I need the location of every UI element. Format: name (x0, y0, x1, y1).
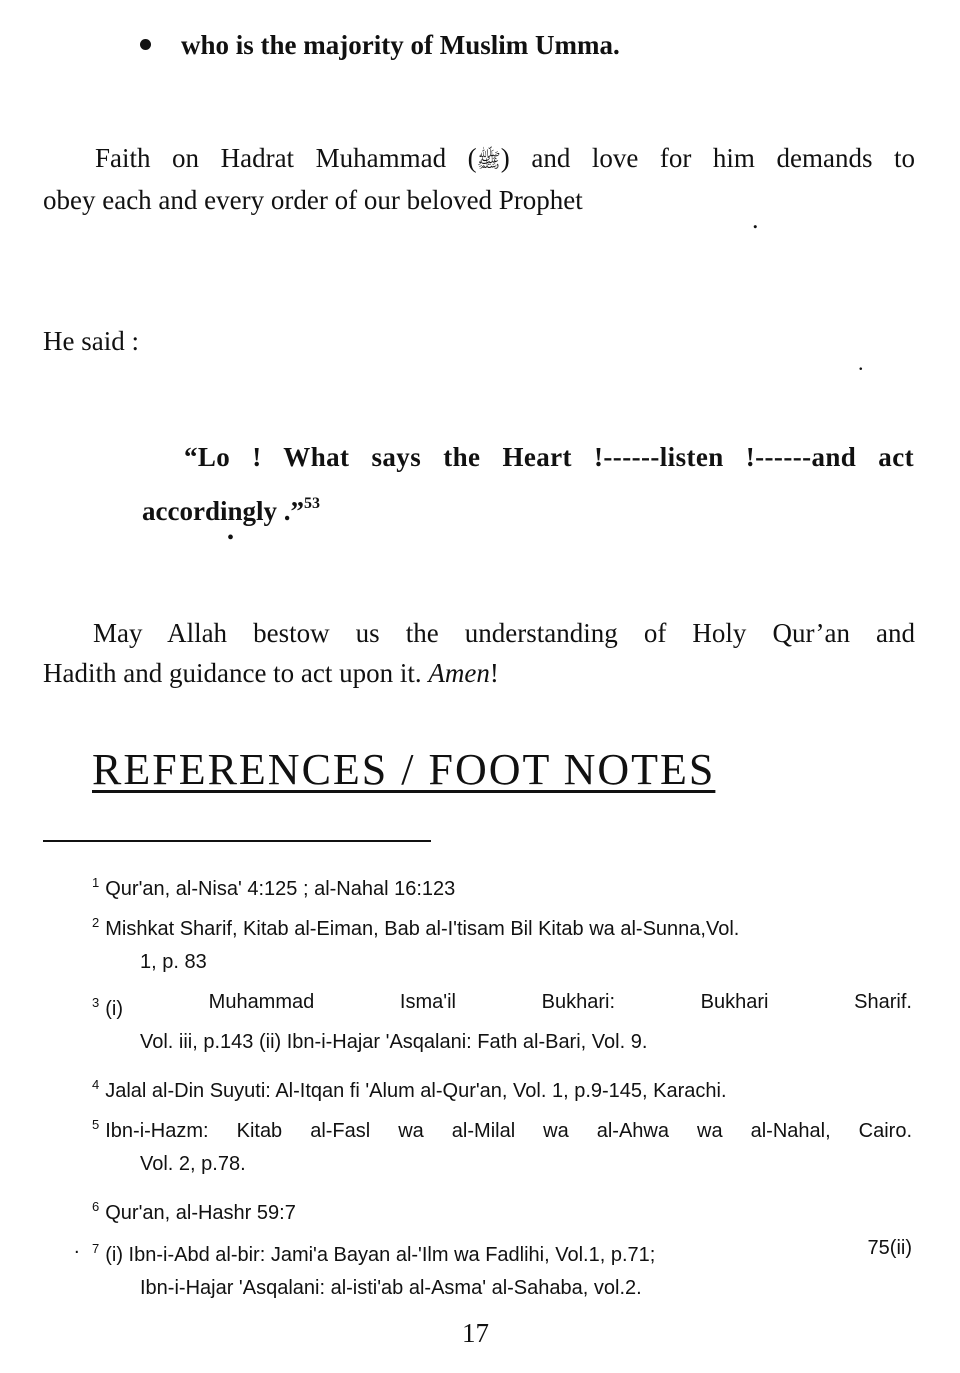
footnote-5: $^5$ Ibn-i-Hazm: Kitab al-Fasl wa al-Milal wa al-Ahwa wa al-Nahal, Cairo. Vol. 2, p.78. (92, 1117, 912, 1175)
salutation-symbol: ﷺ (476, 148, 501, 172)
he-said-text: He said : (43, 326, 139, 356)
quote-line-1: “Lo ! What says the Heart !------listen !------and act (184, 442, 914, 472)
faith-line-1: Faith on Hadrat Muhammad (ﷺ) and love for him demands to (95, 143, 915, 173)
stray-dot-mark: . (74, 1236, 80, 1258)
stray-dot-mark: . (858, 350, 864, 375)
quote-line-2: accordingly .”$^{53}$ (142, 495, 320, 526)
footnote-1: $^1$ Qur'an, al-Nisa' 4:125 ; al-Nahal 16:123 (92, 875, 456, 900)
footnote-divider (43, 840, 431, 842)
prayer-paragraph (43, 613, 915, 693)
footnote-7: $^7$ (i) Ibn-i-Abd al-bir: Jami'a Bayan al-'Ilm wa Fadlihi, Vol.1, p.71; 75(ii) Ibn-i-Hajar 'Asqalani: al-isti'ab al-Asma' al-Sahaba, vol.2. (92, 1237, 912, 1299)
footnote-4: $^4$ Jalal al-Din Suyuti: Al-Itqan fi 'Alum al-Qur'an, Vol. 1, p.9-145, Karachi. (92, 1077, 727, 1102)
prayer-line-1: May Allah bestow us the understanding of Holy Qur’an and (93, 618, 915, 648)
footnote-6: $^6$ Qur'an, al-Hashr 59:7 (92, 1199, 296, 1224)
faith-line-2: obey each and every order of our beloved Prophet (43, 185, 583, 215)
quote-footnote-ref: 53 (304, 495, 320, 512)
stray-dot-mark: • (227, 527, 235, 549)
bullet-list-item (140, 30, 620, 61)
bullet-icon (140, 39, 151, 50)
references-heading: REFERENCES / FOOT NOTES (92, 745, 716, 794)
footnote-2: $^2$ Mishkat Sharif, Kitab al-Eiman, Bab al-I'tisam Bil Kitab wa al-Sunna,Vol. 1, p. 83 (92, 915, 740, 973)
faith-paragraph (43, 138, 915, 220)
stray-period-mark: . (752, 205, 759, 234)
prayer-line-2: Hadith and guidance to act upon it. Amen! (43, 658, 499, 688)
footnote-3: $^3$ (i) Muhammad Isma'il Bukhari: Bukhari Sharif. Vol. iii, p.143 (ii) Ibn-i-Hajar 'Asqalani: Fath al-Bari, Vol. 9. (92, 991, 912, 1053)
amen-text: Amen (428, 658, 490, 688)
bullet-text: who is the majority of Muslim Umma. (181, 30, 620, 60)
page-number: 17 (462, 1318, 489, 1348)
